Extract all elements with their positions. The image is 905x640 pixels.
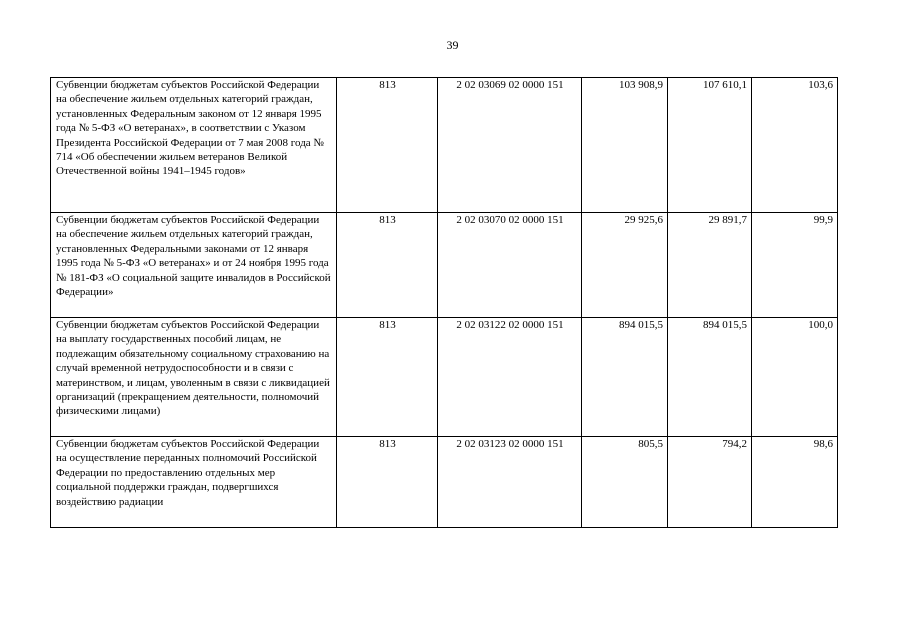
cell-income-name: Субвенции бюджетам субъектов Российской Федерации на обеспечение жильем отдельных категорий граждан, установленных Федеральными законами от 12 января 1995 года № 5-ФЗ «О ветеранах» и от 24 ноября 1995 года № 181-ФЗ «О социальной защите инвалидов в Российской Федерации» — [51, 213, 337, 318]
cell-percent-value: 103,6 — [752, 78, 838, 213]
cell-actual-value: 107 610,1 — [668, 78, 752, 213]
cell-budget-code: 2 02 03070 02 0000 151 — [438, 213, 582, 318]
cell-planned-value: 103 908,9 — [582, 78, 668, 213]
cell-actual-value: 894 015,5 — [668, 318, 752, 437]
cell-percent-value: 98,6 — [752, 437, 838, 528]
cell-budget-code: 2 02 03122 02 0000 151 — [438, 318, 582, 437]
cell-budget-code: 2 02 03069 02 0000 151 — [438, 78, 582, 213]
cell-admin-code: 813 — [337, 318, 438, 437]
cell-income-name: Субвенции бюджетам субъектов Российской Федерации на выплату государственных пособий лицам, не подлежащим обязательному социальному страхованию на случай временной нетрудоспособности и в связи с материнством, и лицам, уволенным в связи с ликвидацией организаций (прекращением деятельности, полномочий физическими лицами) — [51, 318, 337, 437]
table-row — [51, 318, 838, 437]
cell-admin-code: 813 — [337, 437, 438, 528]
table-row — [51, 78, 838, 213]
cell-percent-value: 99,9 — [752, 213, 838, 318]
cell-planned-value: 29 925,6 — [582, 213, 668, 318]
cell-percent-value: 100,0 — [752, 318, 838, 437]
cell-income-name: Субвенции бюджетам субъектов Российской Федерации на осуществление переданных полномочий Российской Федерации по предоставлению отдельных мер социальной поддержки граждан, подвергшихся воздействию радиации — [51, 437, 337, 528]
cell-actual-value: 794,2 — [668, 437, 752, 528]
cell-income-name: Субвенции бюджетам субъектов Российской Федерации на обеспечение жильем отдельных категорий граждан, установленных Федеральным законом от 12 января 1995 года № 5-ФЗ «О ветеранах», в соответствии с Указом Президента Российской Федерации от 7 мая 2008 года № 714 «Об обеспечении жильем ветеранов Великой Отечественной войны 1941–1945 годов» — [51, 78, 337, 213]
budget-table — [50, 77, 838, 528]
cell-admin-code: 813 — [337, 213, 438, 318]
cell-planned-value: 894 015,5 — [582, 318, 668, 437]
cell-budget-code: 2 02 03123 02 0000 151 — [438, 437, 582, 528]
cell-actual-value: 29 891,7 — [668, 213, 752, 318]
page-number: 39 — [446, 38, 459, 52]
table-row — [51, 213, 838, 318]
table-row — [51, 437, 838, 528]
cell-admin-code: 813 — [337, 78, 438, 213]
cell-planned-value: 805,5 — [582, 437, 668, 528]
